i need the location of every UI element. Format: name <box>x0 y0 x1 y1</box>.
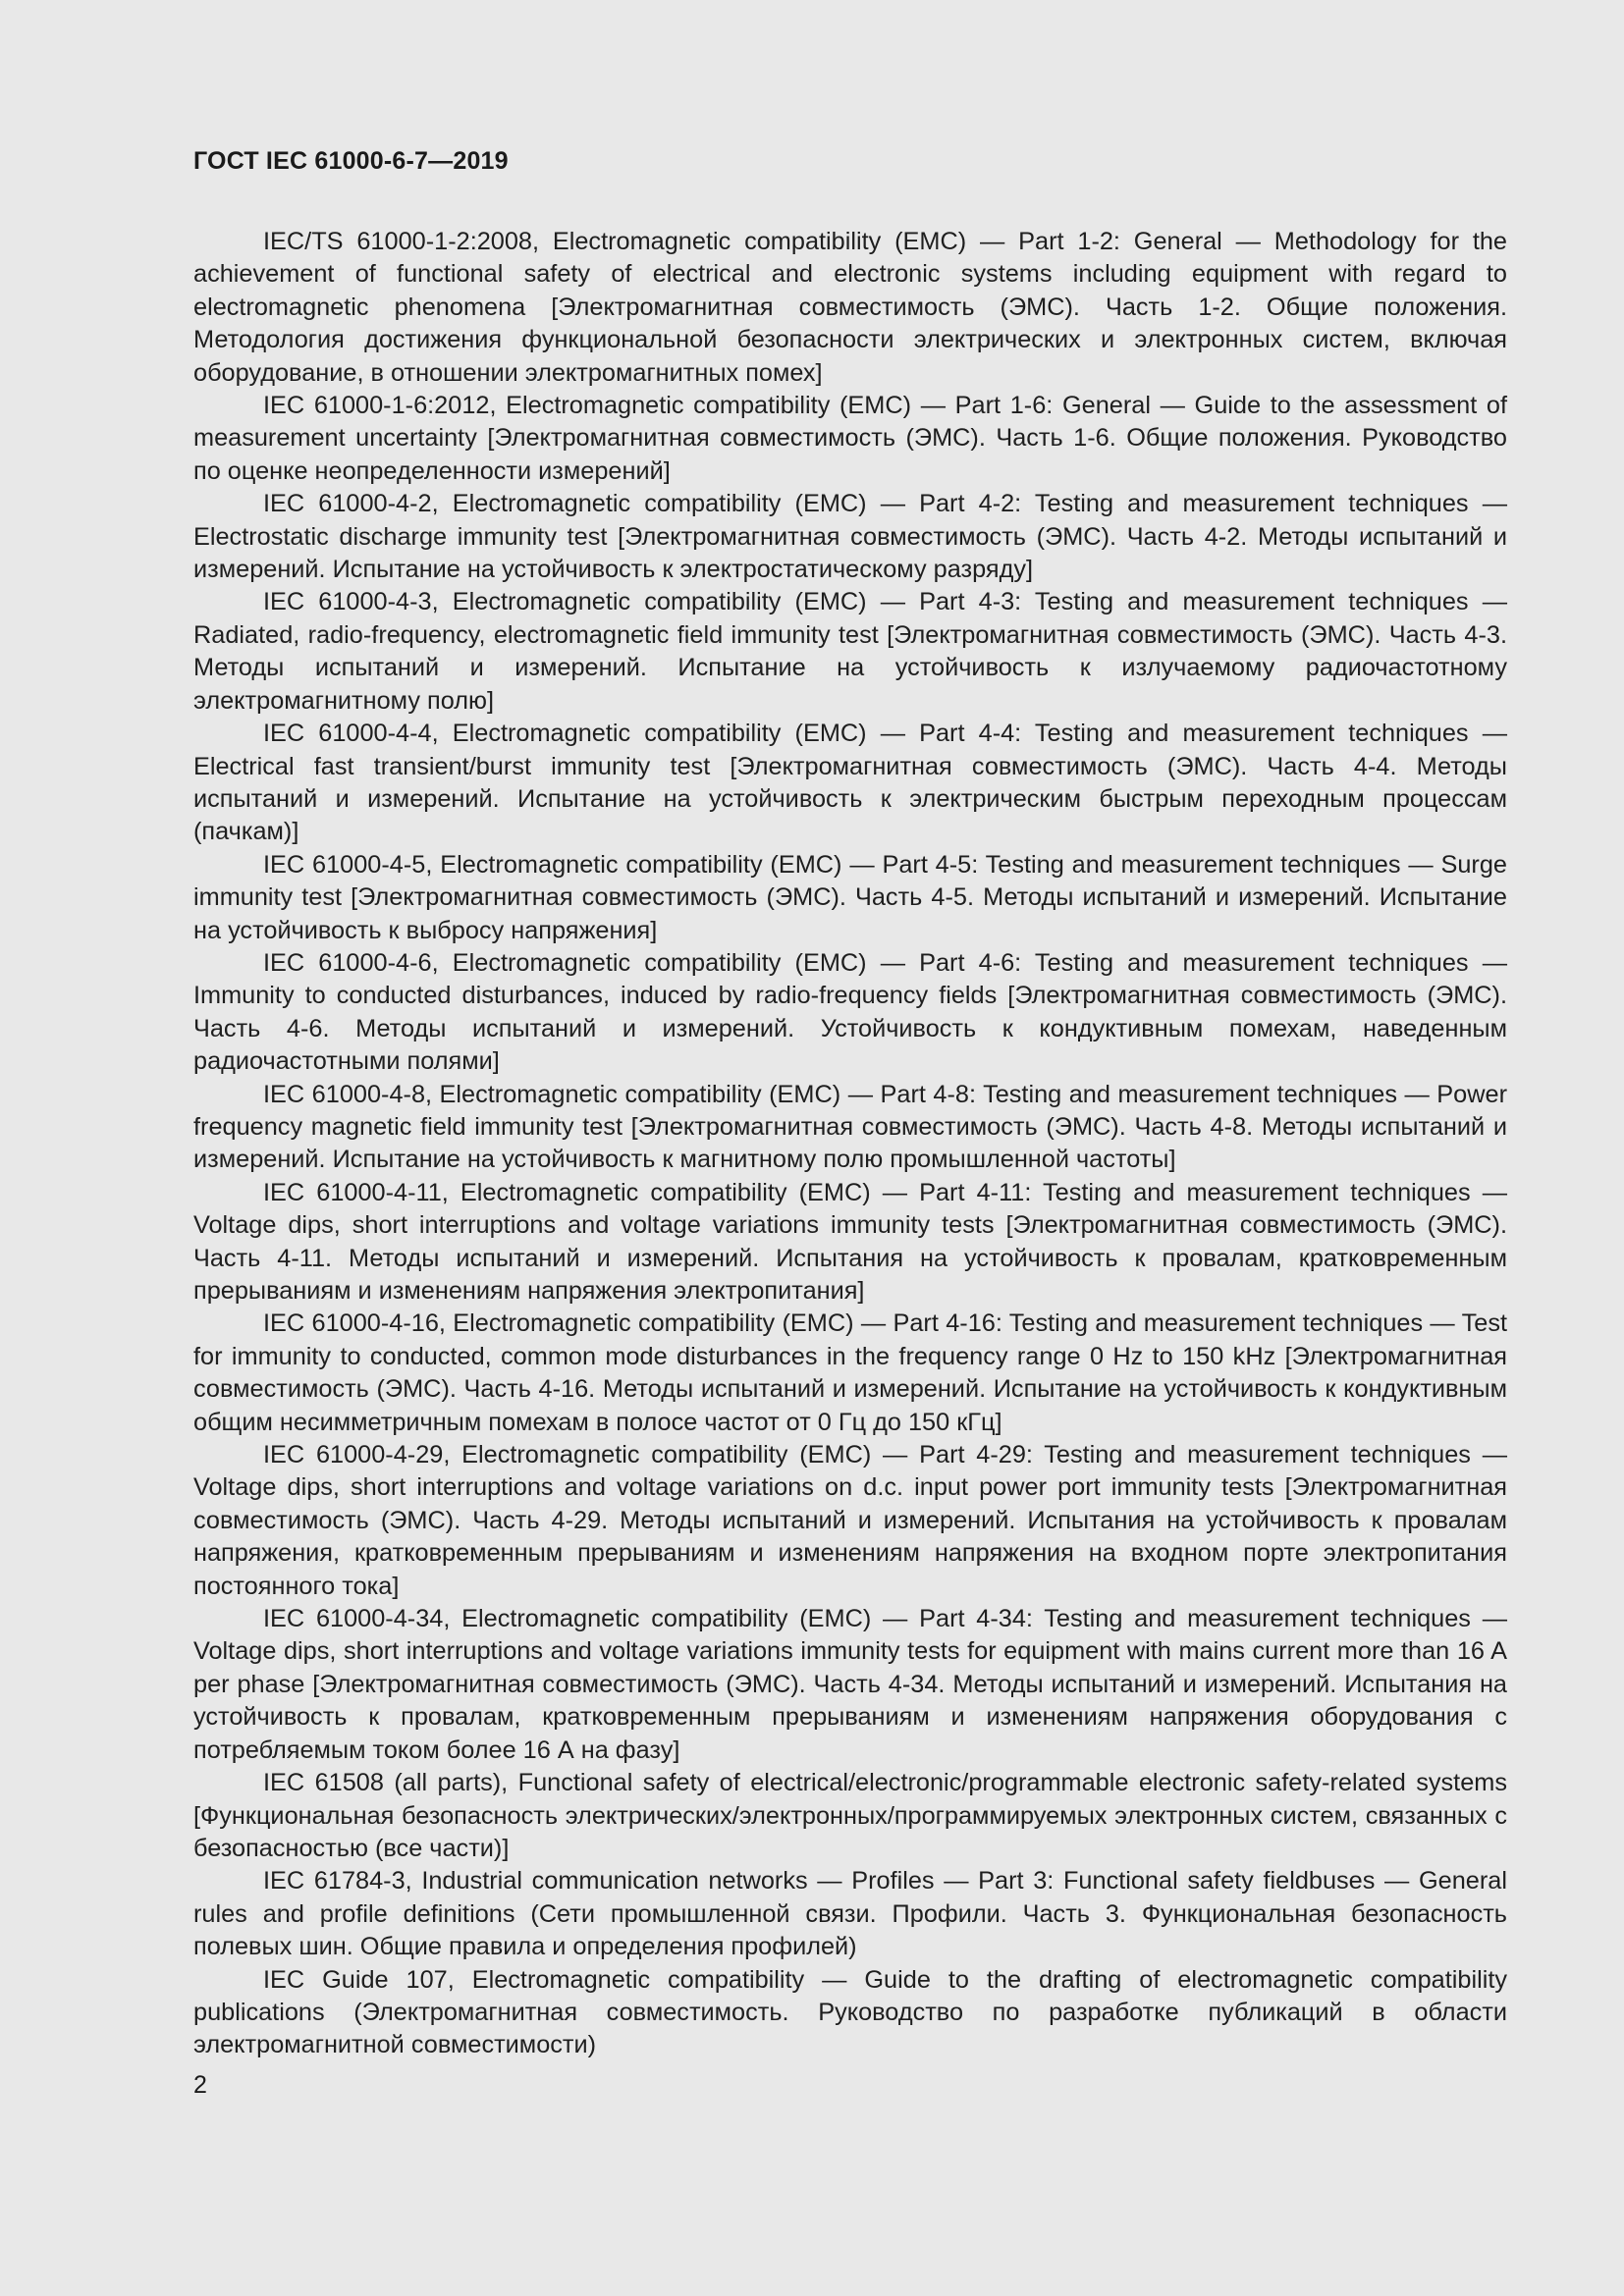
reference-entry: IEC 61000-4-4, Electromagnetic compatibility (EMC) — Part 4-4: Testing and measurement techniques — Electrical fast transient/burst immunity test [Электромагнитная совместимость (ЭМС). Часть 4-4. Методы испытаний и измерений. Испытание на устойчивость к электрическим быстрым переходным процессам (пачкам)] <box>193 720 1507 846</box>
reference-entry: IEC 61000-4-16, Electromagnetic compatibility (EMC) — Part 4-16: Testing and measurement techniques — Test for immunity to conducted, common mode disturbances in the frequency range 0 Hz to 150 kHz [Электромагнитная совместимость (ЭМС). Часть 4-16. Методы испытаний и измерений. Испытание на устойчивость к кондуктивным общим несимметричным помехам в полосе частот от 0 Гц до 150 кГц] <box>193 1309 1507 1436</box>
reference-entry: IEC 61000-4-34, Electromagnetic compatibility (EMC) — Part 4-34: Testing and measurement techniques — Voltage dips, short interruptions and voltage variations immunity tests for equipment with mains current more than 16 A per phase [Электромагнитная совместимость (ЭМС). Часть 4-34. Методы испытаний и измерений. Испытания на устойчивость к провалам, кратковременным прерываниям и изменениям напряжения оборудования с потребляемым током более 16 А на фазу] <box>193 1605 1507 1764</box>
bibliography-list <box>193 226 1507 2062</box>
reference-entry: IEC 61000-4-5, Electromagnetic compatibility (EMC) — Part 4-5: Testing and measurement techniques — Surge immunity test [Электромагнитная совместимость (ЭМС). Часть 4-5. Методы испытаний и измерений. Испытание на устойчивость к выбросу напряжения] <box>193 850 1507 944</box>
reference-entry: IEC 61784-3, Industrial communication networks — Profiles — Part 3: Functional safety fieldbuses — General rules and profile definitions (Сети промышленной связи. Профили. Часть 3. Функциональная безопасность полевых шин. Общие правила и определения профилей) <box>193 1867 1507 1961</box>
reference-entry: IEC 61000-4-3, Electromagnetic compatibility (EMC) — Part 4-3: Testing and measurement techniques — Radiated, radio-frequency, electromagnetic field immunity test [Электромагнитная совместимость (ЭМС). Часть 4-3. Методы испытаний и измерений. Испытание на устойчивость к излучаемому радиочастотному электромагнитному полю] <box>193 588 1507 715</box>
page-header-standard-id: ГОСТ IEC 61000-6-7—2019 <box>193 147 509 175</box>
reference-entry: IEC 61000-4-29, Electromagnetic compatibility (EMC) — Part 4-29: Testing and measurement techniques — Voltage dips, short interruptions and voltage variations on d.c. input power port immunity tests [Электромагнитная совместимость (ЭМС). Часть 4-29. Методы испытаний и измерений. Испытания на устойчивость к провалам напряжения, кратковременным прерываниям и изменениям напряжения на входном порте электропитания постоянного тока] <box>193 1441 1507 1600</box>
reference-entry: IEC Guide 107, Electromagnetic compatibility — Guide to the drafting of electromagnetic compatibility publications (Электромагнитная совместимость. Руководство по разработке публикаций в области электромагнитной совместимости) <box>193 1965 1507 2059</box>
reference-entry: IEC/TS 61000-1-2:2008, Electromagnetic compatibility (EMC) — Part 1-2: General — Methodology for the achievement of functional safety of electrical and electronic systems including equipment with regard to electromagnetic phenomena [Электромагнитная совместимость (ЭМС). Часть 1-2. Общие положения. Методология достижения функциональной безопасности электрических и электронных систем, включая оборудование, в отношении электромагнитных помех] <box>193 228 1507 387</box>
reference-entry: IEC 61000-1-6:2012, Electromagnetic compatibility (EMC) — Part 1-6: General — Guide to the assessment of measurement uncertainty [Электромагнитная совместимость (ЭМС). Часть 1-6. Общие положения. Руководство по оценке неопределенности измерений] <box>193 392 1507 485</box>
reference-entry: IEC 61000-4-11, Electromagnetic compatibility (EMC) — Part 4-11: Testing and measurement techniques — Voltage dips, short interruptions and voltage variations immunity tests [Электромагнитная совместимость (ЭМС). Часть 4-11. Методы испытаний и измерений. Испытания на устойчивость к провалам, кратковременным прерываниям и изменениям напряжения электропитания] <box>193 1178 1507 1305</box>
reference-entry: IEC 61508 (all parts), Functional safety of electrical/electronic/programmable electronic safety-related systems [Функциональная безопасность электрических/электронных/программируемых электронных систем, связанных с безопасностью (все части)] <box>193 1769 1507 1862</box>
reference-entry: IEC 61000-4-6, Electromagnetic compatibility (EMC) — Part 4-6: Testing and measurement techniques — Immunity to conducted disturbances, induced by radio-frequency fields [Электромагнитная совместимость (ЭМС). Часть 4-6. Методы испытаний и измерений. Устойчивость к кондуктивным помехам, наведенным радиочастотными полями] <box>193 948 1507 1076</box>
page-number: 2 <box>193 2071 207 2099</box>
reference-entry: IEC 61000-4-8, Electromagnetic compatibility (EMC) — Part 4-8: Testing and measurement techniques — Power frequency magnetic field immunity test [Электромагнитная совместимость (ЭМС). Часть 4-8. Методы испытаний и измерений. Испытание на устойчивость к магнитному полю промышленной частоты] <box>193 1080 1507 1174</box>
reference-entry: IEC 61000-4-2, Electromagnetic compatibility (EMC) — Part 4-2: Testing and measurement techniques — Electrostatic discharge immunity test [Электромагнитная совместимость (ЭМС). Часть 4-2. Методы испытаний и измерений. Испытание на устойчивость к электростатическому разряду] <box>193 490 1507 584</box>
